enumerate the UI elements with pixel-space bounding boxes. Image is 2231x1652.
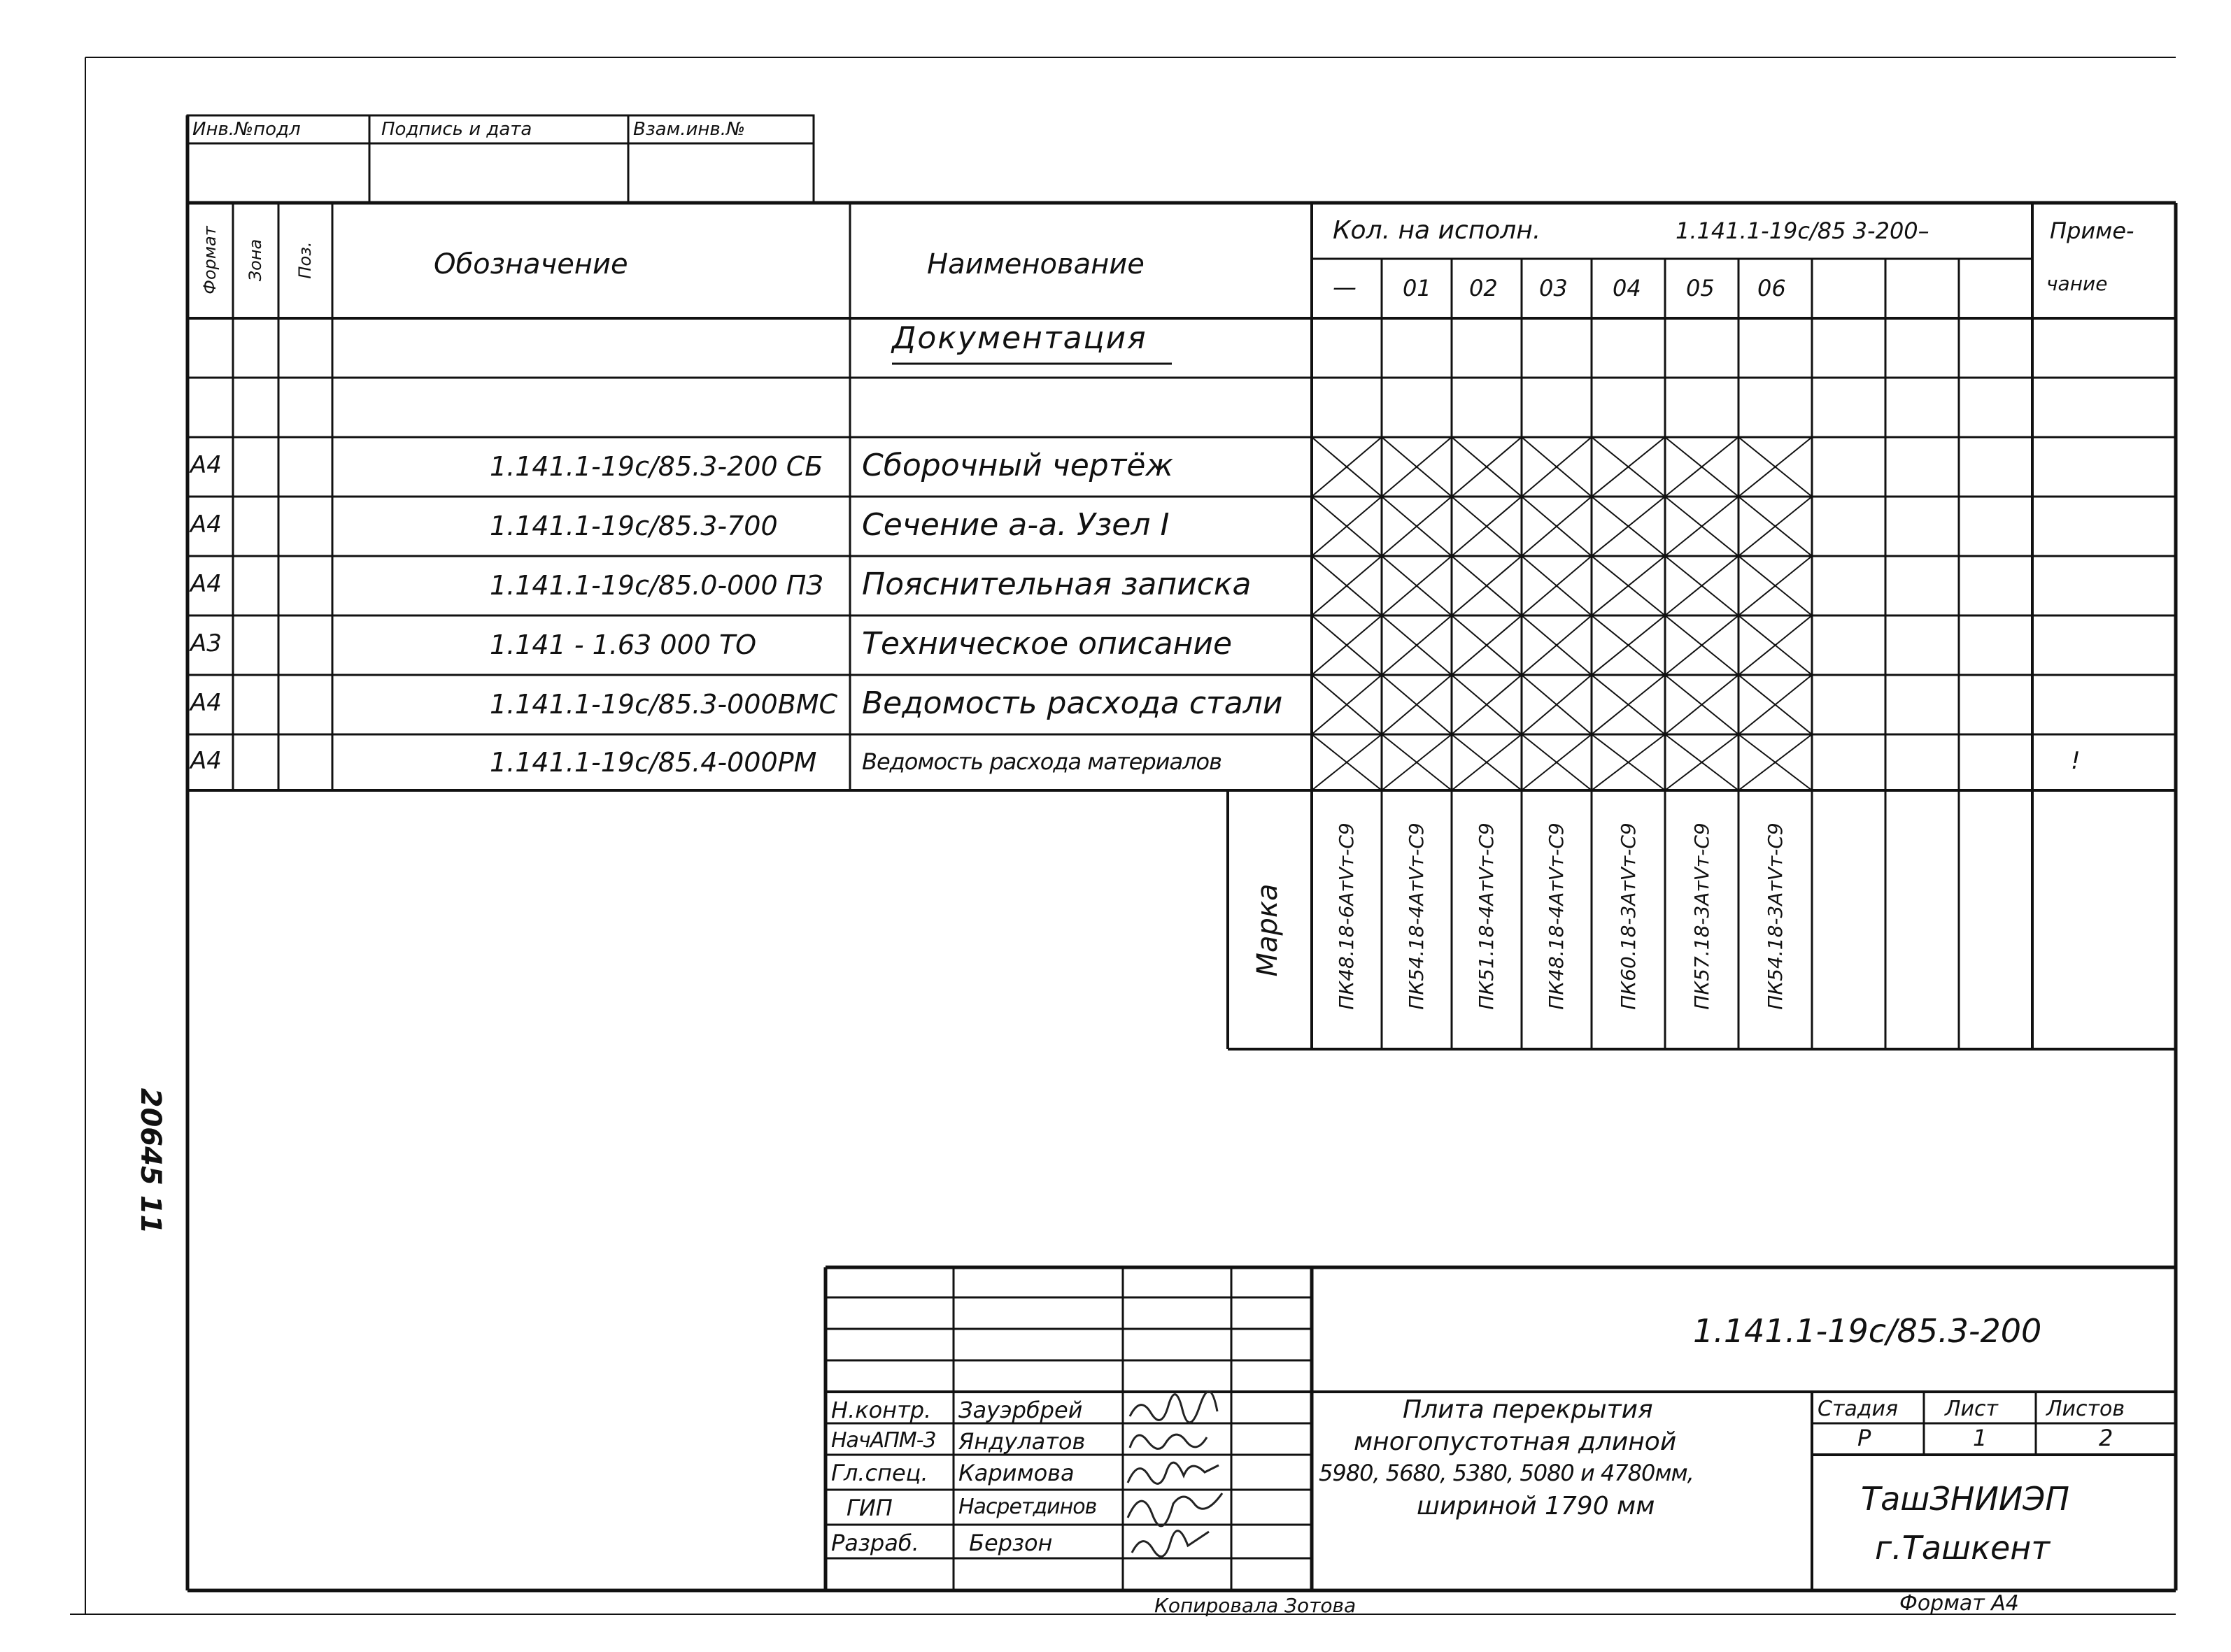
org-line-2: г.Ташкент	[1875, 1529, 2051, 1567]
name-nasretdinov: Насретдинов	[958, 1495, 1097, 1519]
side-archive-number: 20645 11	[134, 1088, 167, 1234]
name-karimova: Каримова	[958, 1460, 1075, 1486]
row-4-name: Техническое описание	[862, 626, 1233, 662]
sheets-value: 2	[2099, 1425, 2113, 1451]
role-n-kontr: Н.контр.	[831, 1397, 932, 1423]
note-header-line1: Приме-	[2050, 218, 2134, 244]
exec-col-dash: —	[1333, 273, 1357, 301]
pos-header: Поз.	[295, 241, 315, 279]
row-2-format: А4	[190, 511, 222, 539]
org-line-1: ТашЗНИИЭП	[1861, 1480, 2069, 1518]
row-4-designation: 1.141 - 1.63 000 ТО	[490, 629, 757, 660]
title-line-1: Плита перекрытия	[1403, 1395, 1653, 1424]
inv-number-label: Инв.№подл	[192, 119, 301, 140]
zone-header: Зона	[246, 238, 265, 282]
exec-col-04: 04	[1613, 275, 1641, 301]
exec-col-03: 03	[1539, 275, 1568, 301]
title-line-4: шириной 1790 мм	[1417, 1492, 1655, 1521]
mark-04: ПК48.18-4АтVт-С9	[1545, 823, 1568, 1010]
note-header-line2: чание	[2046, 272, 2108, 295]
row-4-format: А3	[190, 629, 222, 657]
marka-label: Марка	[1252, 883, 1284, 977]
format-header: Формат	[200, 226, 220, 294]
row-1-designation: 1.141.1-19с/85.3-200 СБ	[490, 451, 823, 482]
row-6-format: А4	[190, 747, 222, 775]
mark-06: ПК57.18-3АтVт-С9	[1690, 823, 1713, 1010]
row-1-format: А4	[190, 451, 222, 479]
mark-03: ПК51.18-4АтVт-С9	[1475, 823, 1498, 1010]
row-1-name: Сборочный чертёж	[862, 448, 1174, 483]
name-yandulatov: Яндулатов	[958, 1428, 1086, 1455]
mark-02: ПК54.18-4АтVт-С9	[1405, 823, 1428, 1010]
section-title: Документация	[892, 320, 1147, 356]
mark-07: ПК54.18-3АтVт-С9	[1764, 823, 1787, 1010]
row-3-name: Пояснительная записка	[862, 567, 1252, 602]
designation-header: Обозначение	[434, 248, 628, 280]
replace-inv-label: Взам.инв.№	[633, 119, 745, 140]
stage-value: Р	[1857, 1425, 1871, 1451]
exec-col-02: 02	[1469, 275, 1498, 301]
row-3-designation: 1.141.1-19с/85.0-000 ПЗ	[490, 570, 823, 601]
sheet-value: 1	[1973, 1425, 1988, 1451]
row-6-note: !	[2071, 747, 2081, 775]
role-gip: ГИП	[847, 1495, 893, 1521]
name-sauerbrey: Зауэрбрей	[958, 1397, 1083, 1423]
exec-col-01: 01	[1403, 275, 1431, 301]
title-doc-number: 1.141.1-19с/85.3-200	[1693, 1312, 2042, 1350]
format-footer: Формат А4	[1899, 1591, 2019, 1616]
row-5-name: Ведомость расхода стали	[862, 685, 1283, 721]
mark-05: ПК60.18-3АтVт-С9	[1617, 823, 1640, 1010]
row-3-format: А4	[190, 570, 222, 598]
role-razrab: Разраб.	[831, 1530, 919, 1556]
row-5-designation: 1.141.1-19с/85.3-000ВМС	[490, 689, 838, 720]
copied-by: Копировала Зотова	[1154, 1594, 1357, 1617]
stage-label: Стадия	[1818, 1397, 1899, 1421]
row-6-designation: 1.141.1-19с/85.4-000РМ	[490, 747, 817, 778]
name-header: Наименование	[927, 248, 1145, 280]
title-line-3: 5980, 5680, 5380, 5080 и 4780мм,	[1319, 1460, 1694, 1486]
row-5-format: А4	[190, 689, 222, 717]
sheets-label: Листов	[2046, 1397, 2125, 1421]
exec-col-05: 05	[1686, 275, 1715, 301]
role-gl-spec: Гл.спец.	[831, 1460, 928, 1486]
exec-col-06: 06	[1757, 275, 1786, 301]
sheet-label: Лист	[1945, 1397, 1999, 1421]
name-berzon: Берзон	[969, 1530, 1053, 1556]
qty-header: Кол. на исполн.	[1333, 216, 1541, 245]
qty-doc-code: 1.141.1-19с/85 3-200–	[1676, 218, 1929, 244]
sign-date-label: Подпись и дата	[381, 119, 532, 140]
title-line-2: многопустотная длиной	[1354, 1427, 1677, 1456]
row-2-designation: 1.141.1-19с/85.3-700	[490, 511, 778, 541]
row-2-name: Сечение а-а. Узел I	[862, 507, 1170, 543]
mark-01: ПК48.18-6АтVт-С9	[1335, 823, 1358, 1010]
role-nach-apm: НачАПМ-3	[831, 1428, 936, 1453]
row-6-name: Ведомость расхода материалов	[862, 748, 1221, 775]
